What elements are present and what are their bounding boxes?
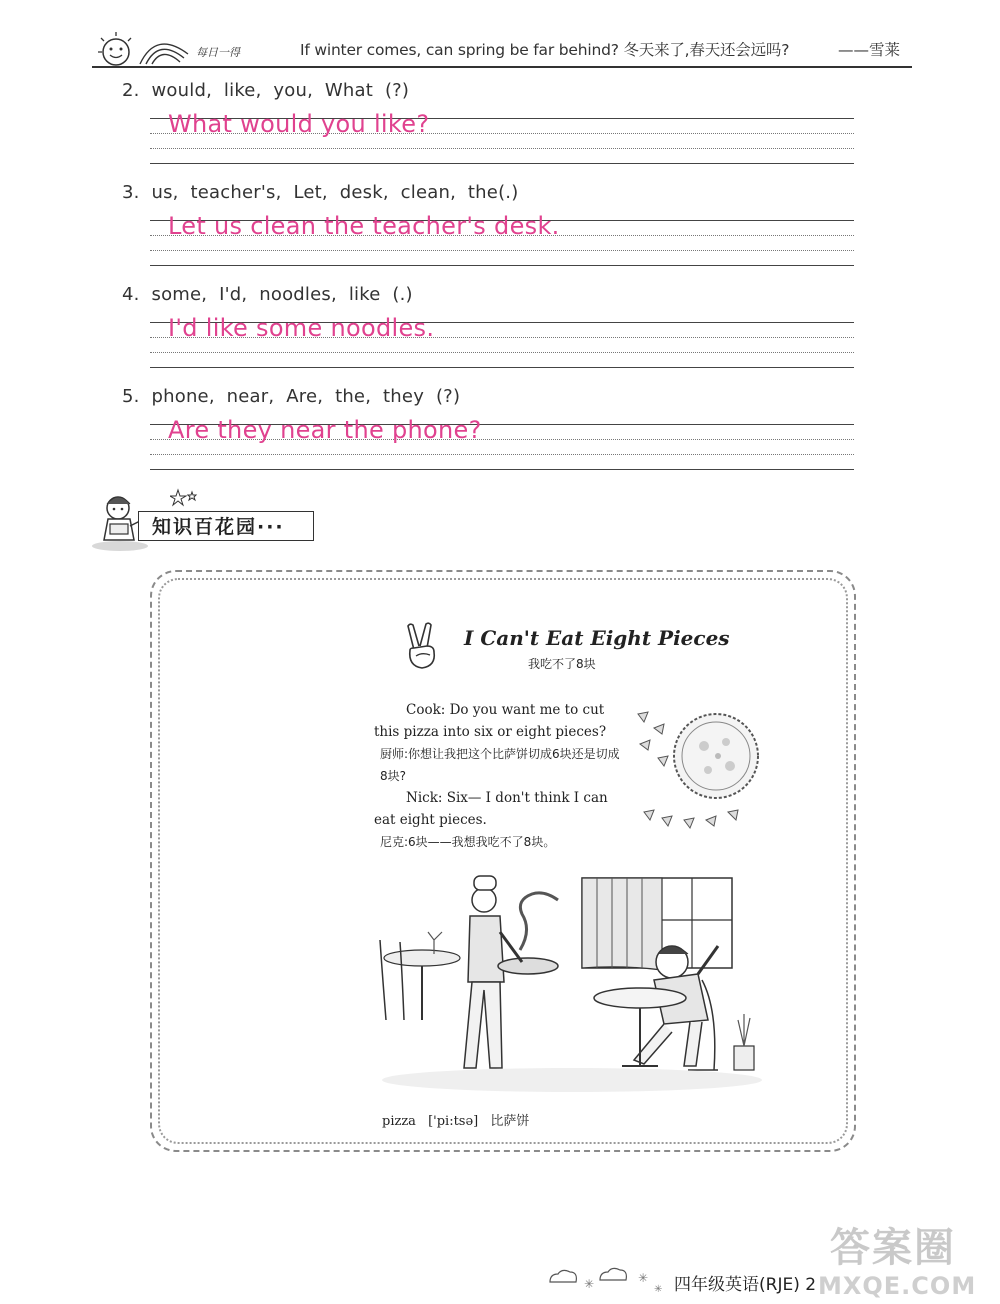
answer-text: Let us clean the teacher's desk. xyxy=(168,212,560,240)
watermark-logo: 答案圈 xyxy=(830,1225,956,1271)
answer-text: Are they near the phone? xyxy=(168,416,482,444)
exercise-words: us, teacher's, Let, desk, clean, the(.) xyxy=(151,182,519,203)
vocabulary-gloss xyxy=(382,1110,537,1129)
header-tag: 每日一得 xyxy=(196,46,240,59)
story-title: I Can't Eat Eight Pieces xyxy=(464,626,730,650)
exercise-number: 2. xyxy=(122,80,140,101)
story-paragraph-en: Nick: Six— I don't think I can eat eight pieces. xyxy=(374,790,608,828)
watermark-url: MXQE.COM xyxy=(818,1272,977,1300)
answer-text: I'd like some noodles. xyxy=(168,314,435,342)
exercise-number: 3. xyxy=(122,182,140,203)
gloss-word: pizza xyxy=(382,1114,416,1129)
exercise-prompt xyxy=(122,182,518,203)
exercise-prompt xyxy=(122,386,460,407)
header-divider xyxy=(92,66,912,68)
exercise-item xyxy=(122,182,862,272)
exercise-words: some, I'd, noodles, like (.) xyxy=(151,284,413,305)
footer-book: 四年级英语(RJE) xyxy=(674,1275,800,1295)
story-paragraph-en: Cook: Do you want me to cut this pizza into six or eight pieces? xyxy=(374,702,607,740)
ruled-line-dotted xyxy=(150,250,854,251)
ruled-line-dotted xyxy=(150,148,854,149)
exercise-number: 5. xyxy=(122,386,140,407)
answer-text: What would you like? xyxy=(168,110,430,138)
header-sun-rainbow-icon xyxy=(96,24,206,68)
ruled-line xyxy=(150,469,854,470)
page-number: 2 xyxy=(805,1275,817,1295)
victory-hand-icon xyxy=(400,622,444,672)
footer-book-title xyxy=(674,1270,816,1295)
exercise-item xyxy=(122,80,862,170)
ruled-line xyxy=(150,265,854,266)
exercise-words: phone, near, Are, the, they (?) xyxy=(151,386,461,407)
svg-text:✳: ✳ xyxy=(654,1284,663,1294)
exercise-prompt xyxy=(122,80,409,101)
gloss-meaning: 比萨饼 xyxy=(490,1114,530,1129)
stars-icon xyxy=(170,488,200,508)
story-paragraph-cn: 厨师:你想让我把这个比萨饼切成6块还是切成8块? xyxy=(380,747,620,783)
ruled-line xyxy=(150,367,854,368)
svg-text:✳: ✳ xyxy=(584,1277,595,1291)
exercise-item xyxy=(122,386,862,476)
story-paragraph-cn: 尼克:6块——我想我吃不了8块。 xyxy=(380,835,556,849)
ruled-line-dotted xyxy=(150,352,854,353)
restaurant-scene-illustration xyxy=(372,870,770,1100)
header-quote: If winter comes, can spring be far behind? 冬天来了,春天还会远吗? xyxy=(300,41,790,59)
section-title: 知识百花园··· xyxy=(152,516,285,538)
header-author: ——雪莱 xyxy=(838,41,901,59)
ruled-line xyxy=(150,163,854,164)
gloss-phonetic: ['pi:tsə] xyxy=(428,1114,479,1129)
pizza-illustration xyxy=(632,706,772,840)
footer-clouds-icon xyxy=(544,1262,670,1294)
exercise-item xyxy=(122,284,862,374)
story-subtitle: 我吃不了8块 xyxy=(528,657,596,671)
exercise-words: would, like, you, What (?) xyxy=(151,80,410,101)
ruled-line-dotted xyxy=(150,454,854,455)
svg-text:✳: ✳ xyxy=(638,1271,649,1285)
exercise-prompt xyxy=(122,284,413,305)
exercise-number: 4. xyxy=(122,284,140,305)
